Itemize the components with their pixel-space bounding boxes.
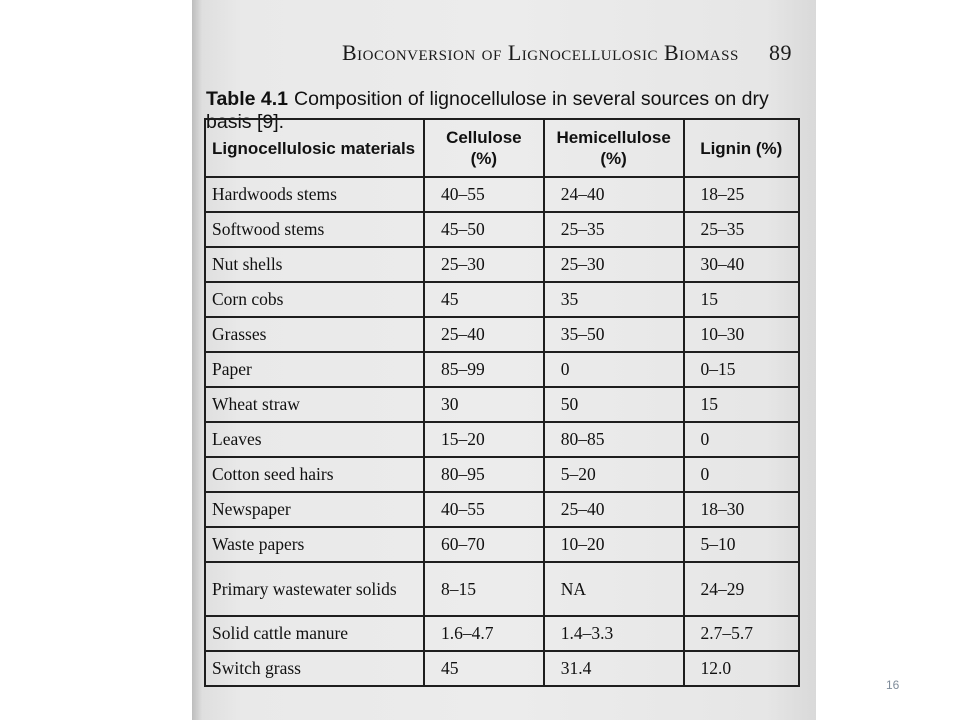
hemicellulose-cell: NA [544, 562, 684, 616]
cellulose-cell: 25–40 [424, 317, 544, 352]
lignin-cell: 18–25 [684, 177, 799, 212]
table-row [205, 247, 799, 282]
lignin-cell: 10–30 [684, 317, 799, 352]
hemicellulose-cell: 31.4 [544, 651, 684, 686]
cellulose-cell: 80–95 [424, 457, 544, 492]
table-row [205, 317, 799, 352]
material-cell: Solid cattle manure [205, 616, 424, 651]
lignin-cell: 0 [684, 422, 799, 457]
table-row [205, 352, 799, 387]
material-cell: Paper [205, 352, 424, 387]
material-cell: Waste papers [205, 527, 424, 562]
lignin-cell: 0–15 [684, 352, 799, 387]
hemicellulose-cell: 5–20 [544, 457, 684, 492]
header-hemicellulose: Hemicellulose (%) [544, 119, 684, 177]
table-row [205, 387, 799, 422]
table-caption-label: Table 4.1 [206, 88, 289, 110]
header-cellulose: Cellulose (%) [424, 119, 544, 177]
scanned-page [192, 0, 816, 720]
lignin-cell: 12.0 [684, 651, 799, 686]
page-number: 89 [769, 40, 792, 65]
table-row [205, 422, 799, 457]
material-cell: Cotton seed hairs [205, 457, 424, 492]
hemicellulose-cell: 25–40 [544, 492, 684, 527]
table-header-row [205, 119, 799, 177]
composition-table [204, 118, 800, 687]
cellulose-cell: 1.6–4.7 [424, 616, 544, 651]
table-caption-text: Composition of lignocellulose in several sources on dry basis [9]. [206, 88, 769, 133]
material-cell: Grasses [205, 317, 424, 352]
table-row [205, 282, 799, 317]
table-row [205, 616, 799, 651]
cellulose-cell: 45 [424, 651, 544, 686]
cellulose-cell: 45 [424, 282, 544, 317]
lignin-cell: 0 [684, 457, 799, 492]
cellulose-cell: 8–15 [424, 562, 544, 616]
material-cell: Primary wastewater solids [205, 562, 424, 616]
hemicellulose-cell: 50 [544, 387, 684, 422]
hemicellulose-cell: 10–20 [544, 527, 684, 562]
hemicellulose-cell: 35 [544, 282, 684, 317]
running-title: Bioconversion of Lignocellulosic Biomass [342, 40, 739, 65]
lignin-cell: 15 [684, 387, 799, 422]
hemicellulose-cell: 25–30 [544, 247, 684, 282]
page-binding-shadow [192, 0, 202, 720]
cellulose-cell: 40–55 [424, 492, 544, 527]
lignin-cell: 15 [684, 282, 799, 317]
table-row [205, 212, 799, 247]
cellulose-cell: 15–20 [424, 422, 544, 457]
slide-number: 16 [886, 678, 900, 692]
hemicellulose-cell: 35–50 [544, 317, 684, 352]
lignin-cell: 24–29 [684, 562, 799, 616]
material-cell: Leaves [205, 422, 424, 457]
lignin-cell: 2.7–5.7 [684, 616, 799, 651]
lignin-cell: 5–10 [684, 527, 799, 562]
hemicellulose-cell: 0 [544, 352, 684, 387]
lignin-cell: 25–35 [684, 212, 799, 247]
table-row [205, 527, 799, 562]
table-row [205, 177, 799, 212]
material-cell: Wheat straw [205, 387, 424, 422]
material-cell: Switch grass [205, 651, 424, 686]
header-lignin: Lignin (%) [684, 119, 799, 177]
table-row [205, 562, 799, 616]
material-cell: Nut shells [205, 247, 424, 282]
hemicellulose-cell: 80–85 [544, 422, 684, 457]
hemicellulose-cell: 25–35 [544, 212, 684, 247]
lignin-cell: 30–40 [684, 247, 799, 282]
material-cell: Softwood stems [205, 212, 424, 247]
material-cell: Corn cobs [205, 282, 424, 317]
table-row [205, 457, 799, 492]
cellulose-cell: 30 [424, 387, 544, 422]
cellulose-cell: 60–70 [424, 527, 544, 562]
hemicellulose-cell: 24–40 [544, 177, 684, 212]
table-row [205, 651, 799, 686]
running-head [342, 40, 792, 66]
cellulose-cell: 85–99 [424, 352, 544, 387]
header-materials: Lignocellulosic materials [205, 119, 424, 177]
lignin-cell: 18–30 [684, 492, 799, 527]
cellulose-cell: 25–30 [424, 247, 544, 282]
cellulose-cell: 45–50 [424, 212, 544, 247]
material-cell: Hardwoods stems [205, 177, 424, 212]
cellulose-cell: 40–55 [424, 177, 544, 212]
material-cell: Newspaper [205, 492, 424, 527]
hemicellulose-cell: 1.4–3.3 [544, 616, 684, 651]
table-row [205, 492, 799, 527]
